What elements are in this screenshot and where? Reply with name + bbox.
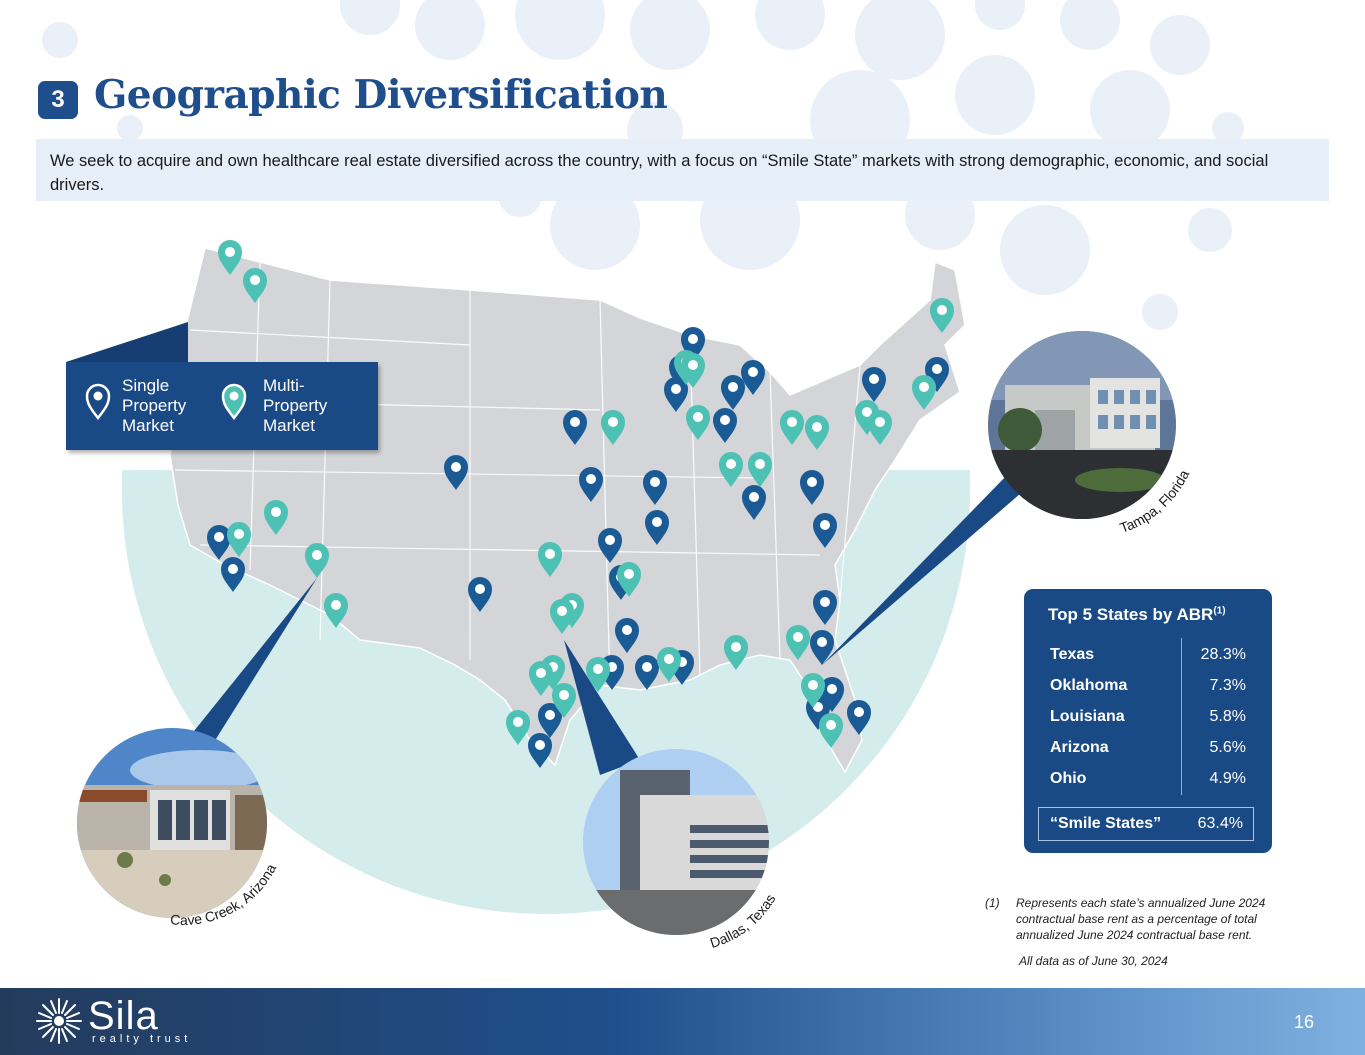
multi-pin-icon [220,382,248,420]
table-row: Ohio 4.9% [1050,770,1246,787]
footer-bar [0,988,1365,1055]
abr-table [1024,589,1272,853]
table-row: Texas 28.3% [1050,646,1246,663]
table-row: Louisiana 5.8% [1050,708,1246,725]
legend-multi-label: Multi-Property Market [263,376,328,435]
sila-logo-subtitle: realty trust [92,1033,192,1045]
legend-single-label: Single Property Market [122,376,187,435]
page-number: 16 [1294,1012,1315,1032]
tampa-label: Tampa, Florida [1117,467,1193,536]
sila-logo-icon [34,996,84,1046]
intro-text: We seek to acquire and own healthcare real estate diversified across the country, with a focus on “Smile State” markets with strong demographic, economic, and social drivers. [36,139,1329,201]
section-number-badge: 3 [38,81,78,119]
table-row: Arizona 5.6% [1050,739,1246,756]
map-legend [66,362,378,450]
table-row: Oklahoma 7.3% [1050,677,1246,694]
sila-logo-text: Sila [88,994,159,1038]
tampa-photo [988,330,1178,520]
abr-table-title: Top 5 States by ABR$^{(1)}$ [1048,605,1226,624]
page-title: Geographic Diversification [94,72,668,118]
single-pin-icon [84,382,112,420]
as-of-note: All data as of June 30, 2024 [1019,954,1168,968]
smile-states-total: “Smile States” 63.4% [1038,807,1254,841]
dallas-label: Dallas, Texas [707,891,779,951]
cave-creek-label: Cave Creek, Arizona [169,861,280,928]
